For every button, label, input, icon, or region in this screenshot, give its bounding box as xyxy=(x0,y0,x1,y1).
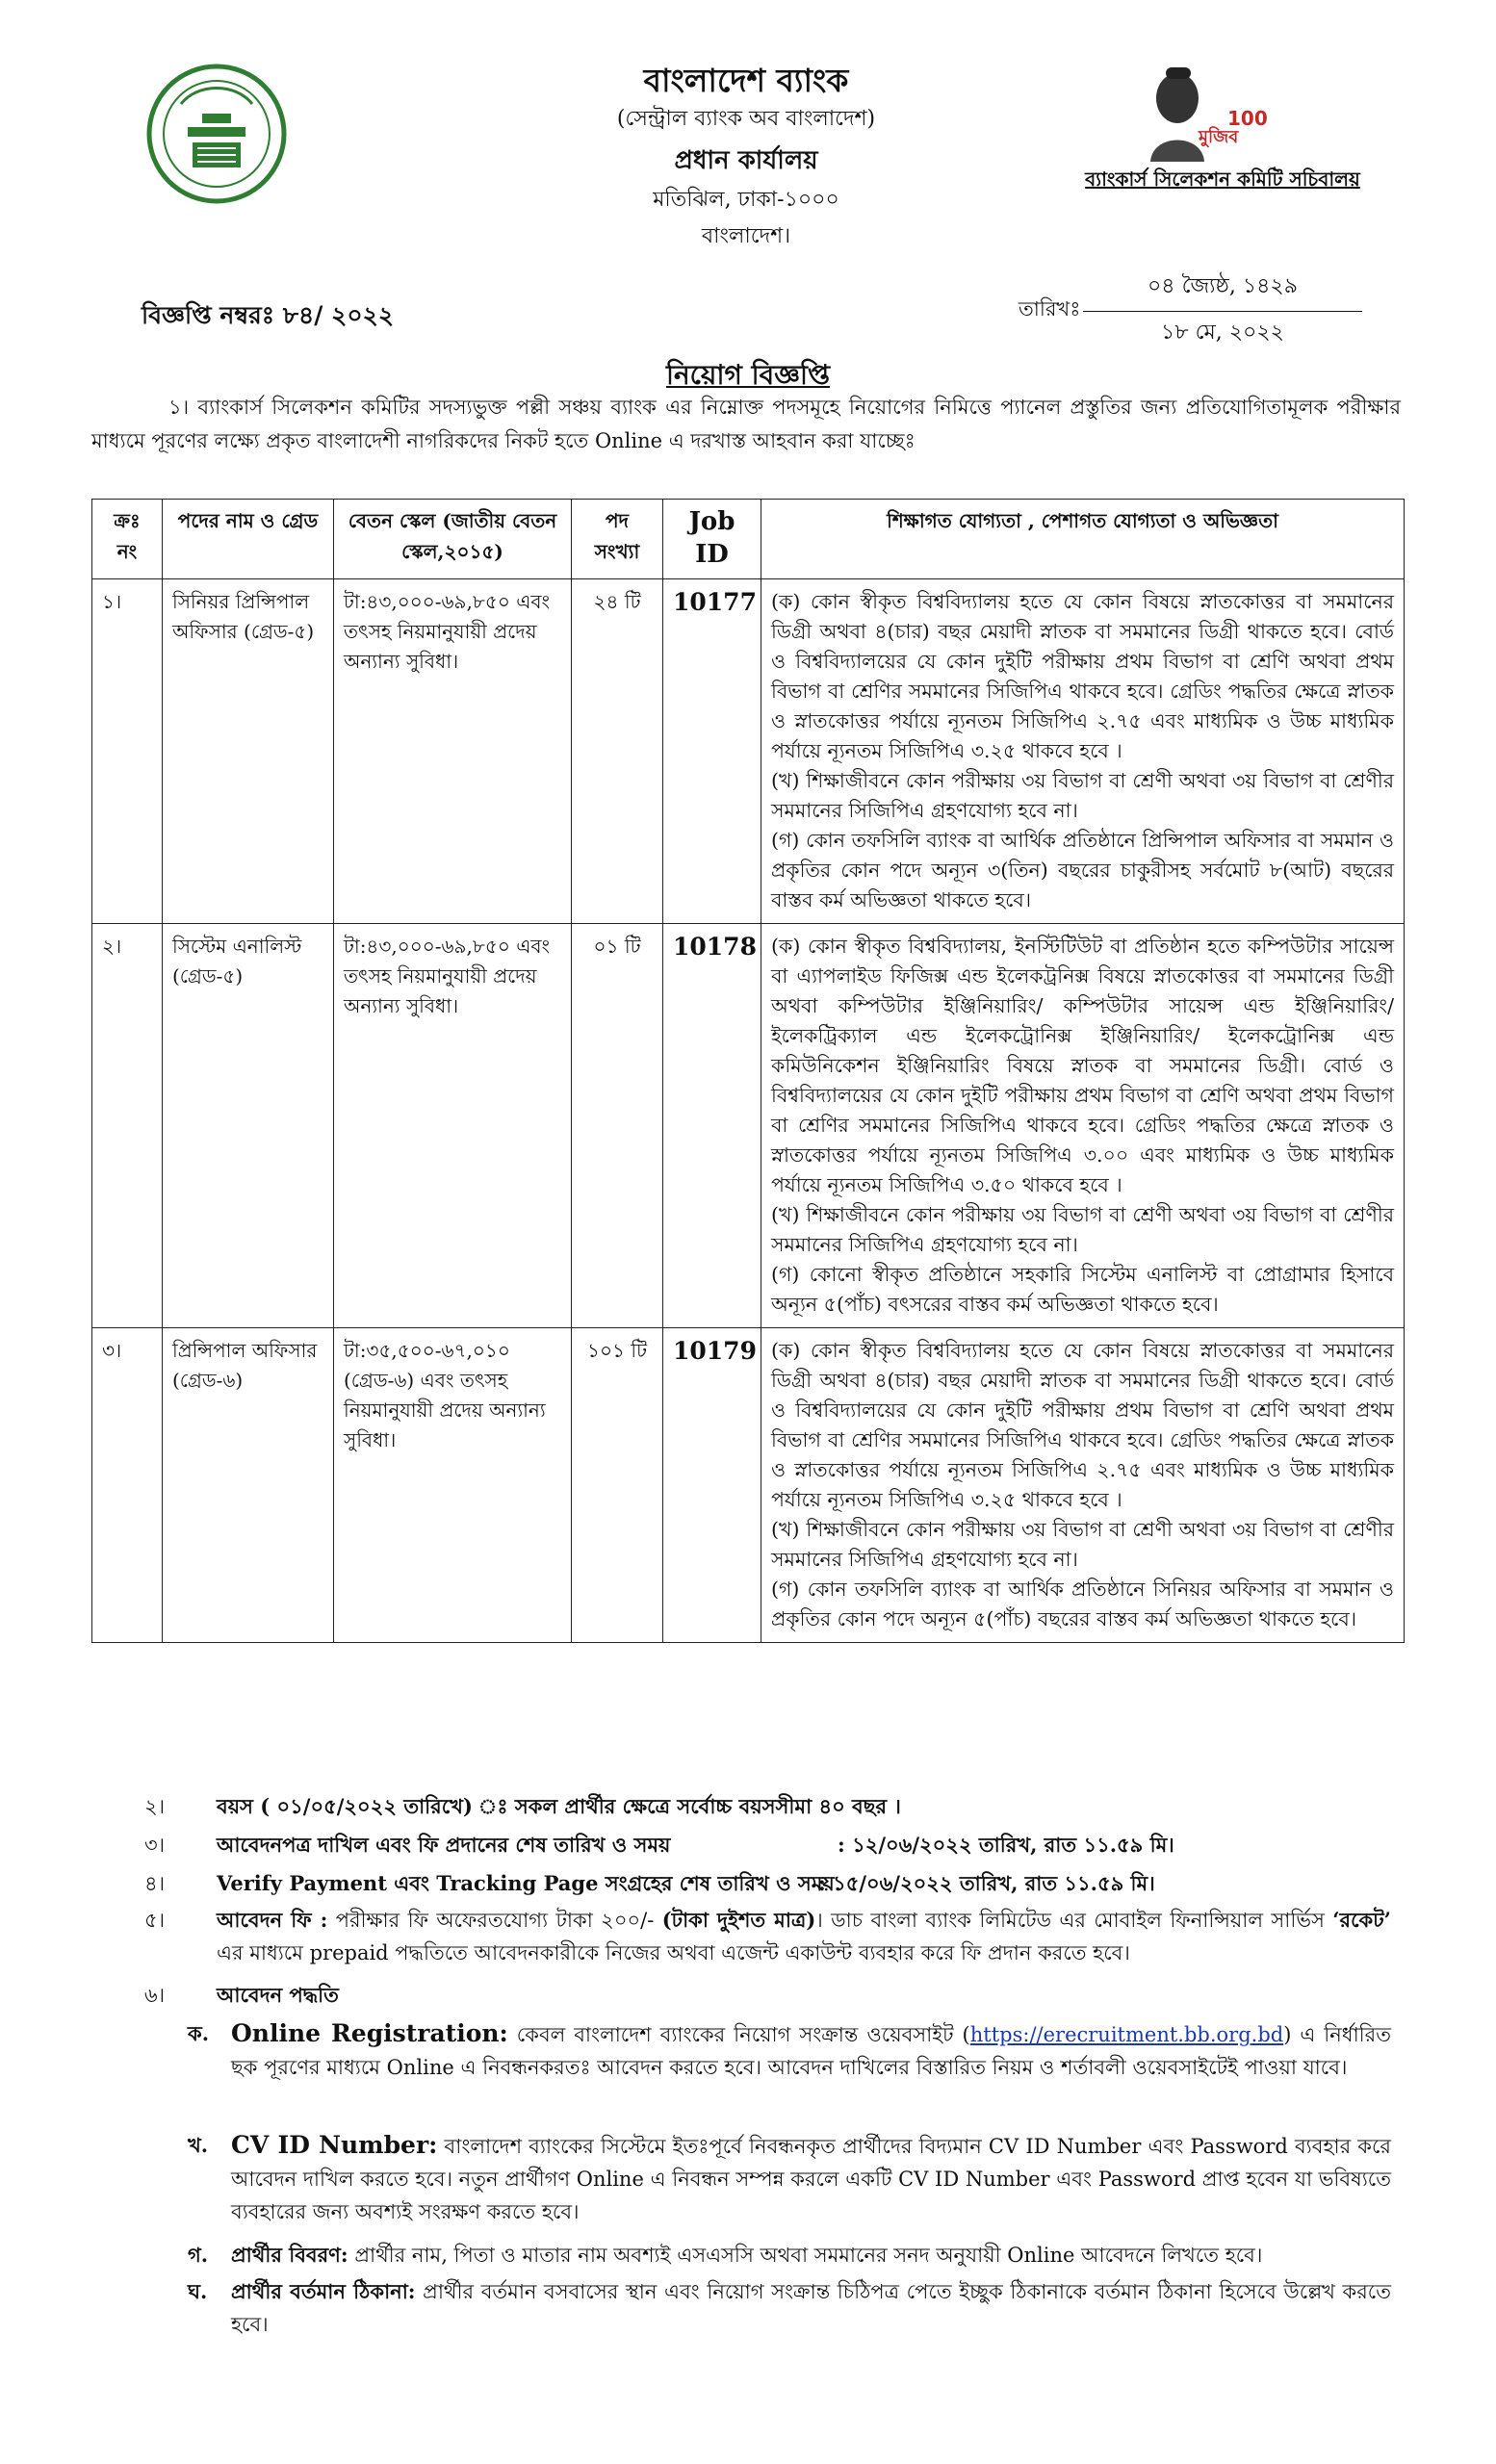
item-number: ২। xyxy=(144,1795,166,1818)
notice-number: বিজ্ঞপ্তি নম্বরঃ ৮৪/ ২০২২ xyxy=(142,301,395,329)
row-job-id: 10177 xyxy=(663,579,761,924)
row-count: ১০১ টি xyxy=(572,1328,663,1643)
row-qualification xyxy=(761,924,1405,1328)
age-text: বয়স ( ০১/০৫/২০২২ তারিখে) ঃ সকল প্রার্থীর ক্ষেত্রে সর্বোচ্চ বয়সসীমা ৪০ বছর । xyxy=(217,1794,901,1818)
fee-text-1: পরীক্ষার ফি অফেরতযোগ্য টাকা ২০০/- xyxy=(335,1909,655,1932)
candidate-details-label: প্রার্থীর বিবরণ: xyxy=(231,2243,348,2267)
org-subtitle: (সেন্ট্রাল ব্যাংক অব বাংলাদেশ) xyxy=(616,107,876,131)
qualification-ka: (ক) কোন স্বীকৃত বিশ্ববিদ্যালয় হতে যে কোন বিষয়ে স্নাতকোত্তর বা সমমানের ডিগ্রী অথবা ৪(চার) বছর মেয়াদী স্নাতক বা সমমানের ডিগ্রী থাকতে হবে। বোর্ড ও বিশ্ববিদ্যালয়ের যে কোন দুইটি পরীক্ষায় প্রথম বিভাগ বা শ্রেণি অথবা প্রথম বিভাগ বা শ্রেণির সমমানের সিজিপিএ থাকবে হবে। গ্রেডিং পদ্ধতির ক্ষেত্রে স্নাতক ও স্নাতকোত্তর পর্যায়ে ন্যূনতম সিজিপিএ ২.৭৫ এবং মাধ্যমিক ও উচ্চ মাধ্যমিক পর্যায়ে ন্যূনতম সিজিপিএ ৩.২৫ থাকবে হবে । xyxy=(771,590,1394,762)
date-bangla: ০৪ জ্যৈষ্ঠ, ১৪২৯ xyxy=(1148,274,1298,298)
header-job-id: Job ID xyxy=(663,500,761,579)
date-divider xyxy=(1083,311,1362,312)
header-qualification: শিক্ষাগত যোগ্যতা , পেশাগত যোগ্যতা ও অভিজ্ঞতা xyxy=(761,500,1405,579)
present-address-body: প্রার্থীর বর্তমান বসবাসের স্থান এবং নিয়োগ সংক্রান্ত চিঠিপত্র পেতে ইচ্ছুক ঠিকানাকে বর্তমান ঠিকানা হিসেবে উল্লেখ করতে হবে। xyxy=(231,2280,1391,2336)
candidate-details-text xyxy=(231,2239,1391,2272)
qualification-kha: (খ) শিক্ষাজীবনে কোন পরীক্ষায় ৩য় বিভাগ বা শ্রেণী অথবা ৩য় বিভাগ বা শ্রেণীর সমমানের সিজিপিএ গ্রহণযোগ্য হবে না। xyxy=(771,1203,1394,1256)
row-job-id: 10179 xyxy=(663,1328,761,1643)
jobs-table xyxy=(91,499,1405,1643)
row-post: সিস্টেম এনালিস্ট (গ্রেড-৫) xyxy=(163,924,334,1328)
fee-rocket: ‘রকেট’ xyxy=(1332,1908,1391,1932)
table-row xyxy=(92,924,1405,1328)
header-scale: বেতন স্কেল (জাতীয় বেতন স্কেল,২০১৫) xyxy=(334,500,572,579)
item-number: ৫। xyxy=(144,1909,166,1932)
qualification-ka: (ক) কোন স্বীকৃত বিশ্ববিদ্যালয় হতে যে কোন বিষয়ে স্নাতকোত্তর বা সমমানের ডিগ্রী অথবা ৪(চার) বছর মেয়াদী স্নাতক বা সমমানের ডিগ্রী থাকতে হবে। বোর্ড ও বিশ্ববিদ্যালয়ের যে কোন দুইটি পরীক্ষায় প্রথম বিভাগ বা শ্রেণি অথবা প্রথম বিভাগ বা শ্রেণির সমমানের সিজিপিএ থাকবে হবে। গ্রেডিং পদ্ধতির ক্ষেত্রে স্নাতক ও স্নাতকোত্তর পর্যায়ে ন্যূনতম সিজিপিএ ২.৭৫ এবং মাধ্যমিক ও উচ্চ মাধ্যমিক পর্যায়ে ন্যূনতম সিজিপিএ ৩.২৫ থাকবে হবে । xyxy=(771,1339,1394,1511)
fee-amount-words: (টাকা দুইশত মাত্র) xyxy=(661,1908,816,1932)
cv-id-body: বাংলাদেশ ব্যাংকের সিস্টেমে ইতঃপূর্বে নিবন্ধনকৃত প্রার্থীদের বিদ্যমান CV ID Number এবং Password ব্যবহার করে আবেদন দাখিল করতে হবে। নতুন প্রার্থীগণ Online এ নিবন্ধন সম্পন্ন করলে একটি CV ID Number এবং Password প্রাপ্ত হবেন যা ভবিষ্যতে ব্যবহারের জন্য অবশ্যই সংরক্ষণ করতে হবে। xyxy=(231,2135,1391,2223)
fee-text xyxy=(217,1904,1391,1969)
item-letter: গ. xyxy=(188,2243,209,2267)
header-count: পদ সংখ্যা xyxy=(572,500,663,579)
svg-text:100: 100 xyxy=(1227,107,1268,130)
mujib-100-portrait-icon xyxy=(1131,48,1268,173)
org-name: বাংলাদেশ ব্যাংক xyxy=(643,62,849,99)
table-header-row xyxy=(92,500,1405,579)
row-serial: ২। xyxy=(92,924,163,1328)
fee-text-2: । ডাচ বাংলা ব্যাংক লিমিটেড এর মোবাইল ফিনান্সিয়াল সার্ভিস xyxy=(815,1909,1325,1932)
row-scale: টা:৪৩,০০০-৬৯,৮৫০ এবং তৎসহ নিয়মানুযায়ী প্রদেয় অন্যান্য সুবিধা। xyxy=(334,579,572,924)
item-number: ৪। xyxy=(144,1872,166,1895)
qualification-kha: (খ) শিক্ষাজীবনে কোন পরীক্ষায় ৩য় বিভাগ বা শ্রেণী অথবা ৩য় বিভাগ বা শ্রেণীর সমমানের সিজিপিএ গ্রহণযোগ্য হবে না। xyxy=(771,769,1394,822)
method-title: আবেদন পদ্ধতি xyxy=(217,1983,339,2007)
online-registration-label: Online Registration: xyxy=(231,2019,508,2047)
deadline-value: : ১২/০৬/২০২২ তারিখ, রাত ১১.৫৯ মি। xyxy=(838,1833,1174,1857)
qualification-ga: (গ) কোনো স্বীকৃত প্রতিষ্ঠানে সহকারি সিস্টেম এনালিস্ট বা প্রোগ্রামার হিসাবে অন্যূন ৫(পাঁচ) বৎসরের বাস্তব কর্ম অভিজ্ঞতা থাকতে হবে। xyxy=(771,1263,1394,1316)
item-number: ৩। xyxy=(144,1834,166,1857)
online-registration-text xyxy=(231,2017,1391,2084)
qualification-ka: (ক) কোন স্বীকৃত বিশ্ববিদ্যালয়, ইনস্টিটিউট বা প্রতিষ্ঠান হতে কম্পিউটার সায়েন্স বা এ্যাপলাইড ফিজিক্স এন্ড ইলেকট্রনিক্স বিষয়ে স্নাতকোত্তর বা সমমানের ডিগ্রী অথবা কম্পিউটার ইঞ্জিনিয়ারিং/ কম্পিউটার সায়েন্স এন্ড ইঞ্জিনিয়ারিং/ইলেকট্রিক্যাল এন্ড ইলেকট্রোনিক্স ইঞ্জিনিয়ারিং/ ইলেকট্রোনিক্স এন্ড কমিউনিকেশন ইঞ্জিনিয়ারিং বিষয়ে স্নাতক বা সমমানের ডিগ্রী। বোর্ড ও বিশ্ববিদ্যালয়ের যে কোন দুইটি পরীক্ষায় প্রথম বিভাগ বা শ্রেণি অথবা প্রথম বিভাগ বা শ্রেণির সমমানের সিজিপিএ থাকবে হবে। গ্রেডিং পদ্ধতির ক্ষেত্রে স্নাতক ও স্নাতকোত্তর পর্যায়ে ন্যূনতম সিজিপিএ ৩.০০ এবং মাধ্যমিক ও উচ্চ মাধ্যমিক পর্যায়ে ন্যূনতম সিজিপিএ ৩.৫০ থাকবে হবে । xyxy=(771,935,1394,1196)
present-address-label: প্রার্থীর বর্তমান ঠিকানা: xyxy=(231,2279,416,2303)
fee-label: আবেদন ফি : xyxy=(217,1908,328,1932)
row-count: ২৪ টি xyxy=(572,579,663,924)
date-label: তারিখঃ xyxy=(1019,297,1081,321)
row-job-id: 10178 xyxy=(663,924,761,1328)
table-row xyxy=(92,579,1405,924)
erecruitment-link[interactable]: https://erecruitment.bb.org.bd xyxy=(969,2023,1284,2046)
item-letter: ক. xyxy=(188,2021,210,2045)
row-qualification xyxy=(761,579,1405,924)
qualification-ga: (গ) কোন তফসিলি ব্যাংক বা আর্থিক প্রতিষ্ঠানে প্রিন্সিপাল অফিসার বা সমমান ও প্রকৃতির কোন পদে অন্যূন ৩(তিন) বছরের চাকুরীসহ সর্বমোট ৮(আট) বছরের বাস্তব কর্ম অভিজ্ঞতা থাকতে হবে। xyxy=(771,829,1394,911)
row-post: সিনিয়র প্রিন্সিপাল অফিসার (গ্রেড-৫) xyxy=(163,579,334,924)
deadline-label: আবেদনপত্র দাখিল এবং ফি প্রদানের শেষ তারিখ ও সময় xyxy=(217,1833,671,1857)
office-name: প্রধান কার্যালয় xyxy=(674,146,818,175)
cv-id-text xyxy=(231,2129,1391,2228)
bangladesh-bank-seal-icon xyxy=(144,62,289,206)
row-scale: টা:৪৩,০০০-৬৯,৮৫০ এবং তৎসহ নিয়মানুযায়ী প্রদেয় অন্যান্য সুবিধা। xyxy=(334,924,572,1328)
qualification-ga: (গ) কোন তফসিলি ব্যাংক বা আর্থিক প্রতিষ্ঠানে সিনিয়র অফিসার বা সমমান ও প্রকৃতির কোন পদে অন্যূন ৫(পাঁচ) বছরের বাস্তব কর্ম অভিজ্ঞতা থাকতে হবে। xyxy=(771,1578,1394,1630)
verify-value: : ১৫/০৬/২০২২ তারিখ, রাত ১১.৫৯ মি। xyxy=(818,1871,1155,1895)
table-row xyxy=(92,1328,1405,1643)
secretariat-label: ব্যাংকার্স সিলেকশন কমিটি সচিবালয় xyxy=(1085,167,1360,191)
qualification-kha: (খ) শিক্ষাজীবনে কোন পরীক্ষায় ৩য় বিভাগ বা শ্রেণী অথবা ৩য় বিভাগ বা শ্রেণীর সমমানের সিজিপিএ গ্রহণযোগ্য হবে না। xyxy=(771,1518,1394,1571)
header-post: পদের নাম ও গ্রেড xyxy=(163,500,334,579)
candidate-details-body: প্রার্থীর নাম, পিতা ও মাতার নাম অবশ্যই এসএসসি অথবা সমমানের সনদ অনুযায়ী Online আবেদনে লিখতে হবে। xyxy=(354,2244,1263,2267)
verify-label: Verify Payment এবং Tracking Page সংগ্রহের শেষ তারিখ ও সময় xyxy=(217,1871,835,1895)
row-serial: ৩। xyxy=(92,1328,163,1643)
office-address: মতিঝিল, ঢাকা-১০০০ xyxy=(653,188,839,212)
cv-id-label: CV ID Number: xyxy=(231,2131,438,2159)
online-registration-text-2: ) এ নির্ধারিত ছক পূরণের মাধ্যমে Online এ নিবন্ধনকরতঃ আবেদন করতে হবে। আবেদন দাখিলের বিস্তারিত নিয়ম ও শর্তাবলী ওয়েবসাইটেই পাওয়া যাবে। xyxy=(231,2023,1391,2079)
row-scale: টা:৩৫,৫০০-৬৭,০১০ (গ্রেড-৬) এবং তৎসহ নিয়মানুযায়ী প্রদেয় অন্যান্য সুবিধা। xyxy=(334,1328,572,1643)
row-qualification xyxy=(761,1328,1405,1643)
country-name: বাংলাদেশ। xyxy=(701,224,791,248)
online-registration-text-1: কেবল বাংলাদেশ ব্যাংকের নিয়োগ সংক্রান্ত ওয়েবসাইট ( xyxy=(516,2023,970,2046)
item-number: ৬। xyxy=(144,1984,166,2007)
notice-title: নিয়োগ বিজ্ঞপ্তি xyxy=(665,359,831,391)
header-serial: ক্রঃ নং xyxy=(92,500,163,579)
intro-paragraph: ১। ব্যাংকার্স সিলেকশন কমিটির সদস্যভুক্ত পল্লী সঞ্চয় ব্যাংক এর নিম্নোক্ত পদসমূহে নিয়োগের নিমিত্তে প্যানেল প্রস্তুতির জন্য প্রতিযোগিতামূলক পরীক্ষার মাধ্যমে পূরণের লক্ষ্যে প্রকৃত বাংলাদেশী নাগরিকদের নিকট হতে Online এ দরখাস্ত আহবান করা যাচ্ছেঃ xyxy=(91,396,1401,452)
row-post: প্রিন্সিপাল অফিসার (গ্রেড-৬) xyxy=(163,1328,334,1643)
present-address-text xyxy=(231,2275,1391,2341)
row-count: ০১ টি xyxy=(572,924,663,1328)
fee-text-3: এর মাধ্যমে prepaid পদ্ধতিতে আবেদনকারীকে নিজের অথবা এজেন্ট একাউন্ট ব্যবহার করে ফি প্রদান করতে হবে। xyxy=(217,1941,1130,1964)
item-letter: ঘ. xyxy=(188,2279,208,2303)
notice-date xyxy=(1083,270,1362,351)
date-english: ১৮ মে, ২০২২ xyxy=(1161,321,1284,345)
svg-text:মুজিব: মুজিব xyxy=(1199,127,1239,147)
row-serial: ১। xyxy=(92,579,163,924)
item-letter: খ. xyxy=(188,2133,209,2157)
